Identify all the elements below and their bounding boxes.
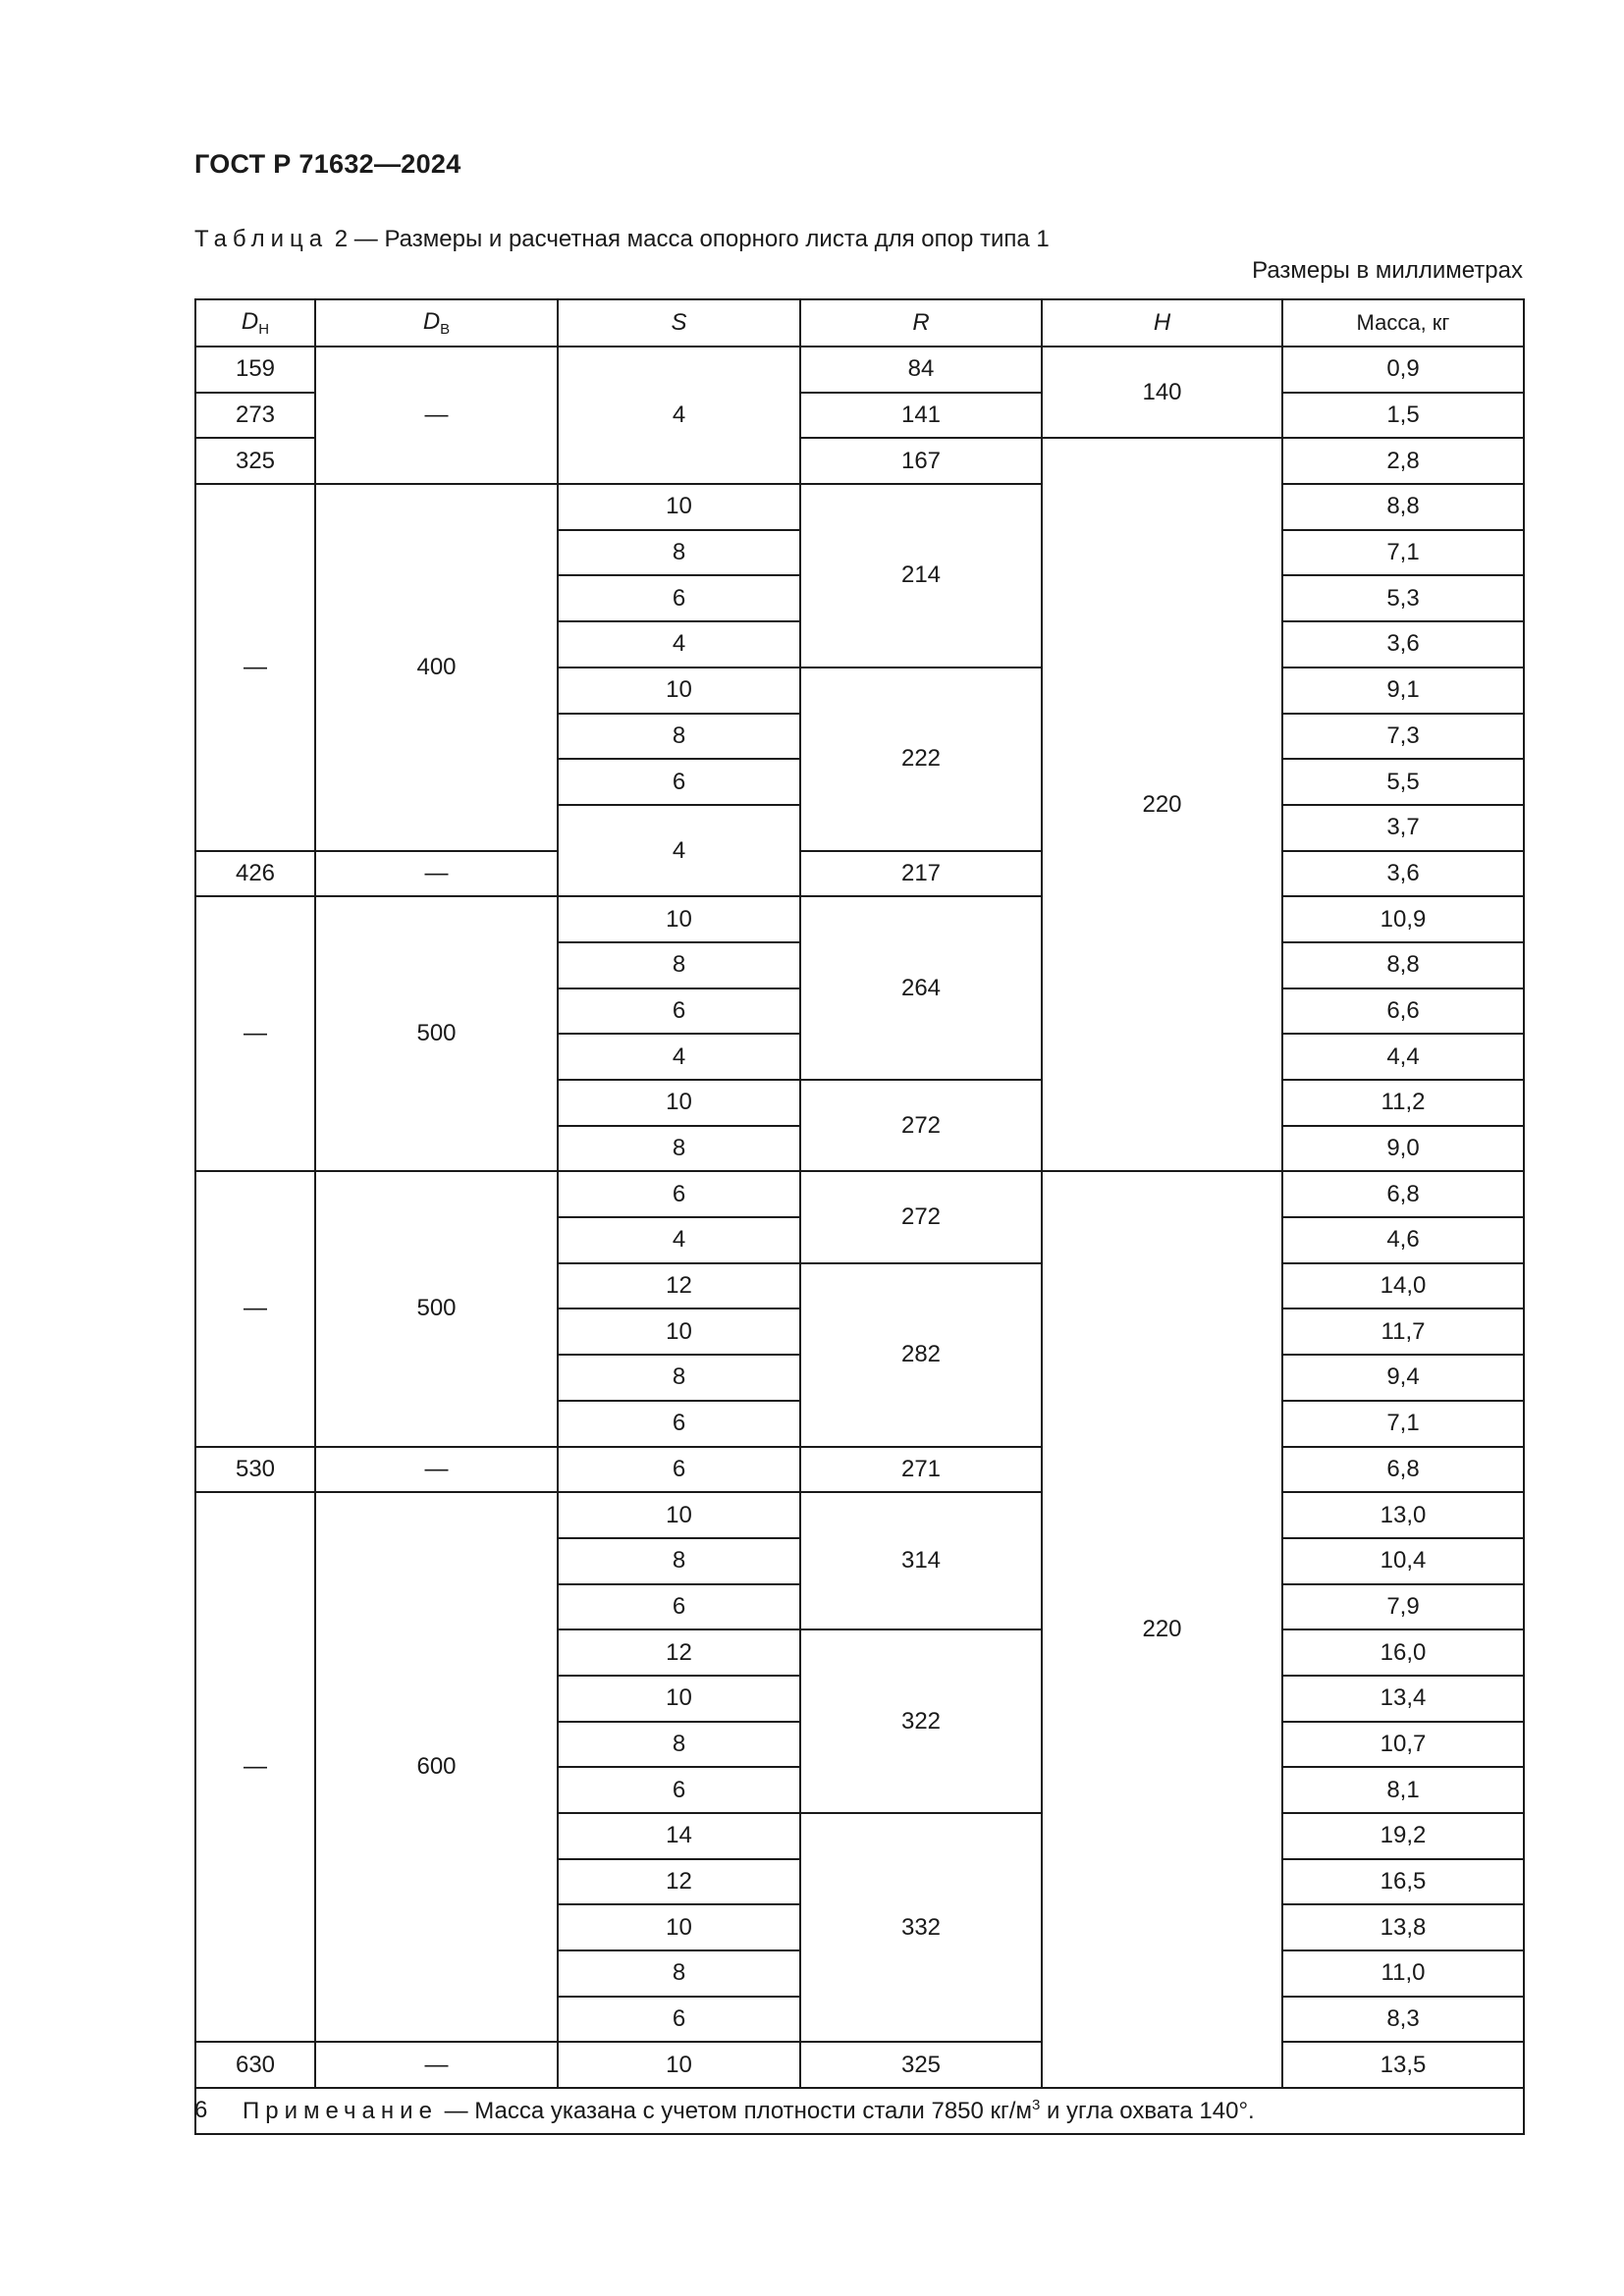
cell-mass: 3,6 — [1282, 851, 1524, 897]
cell-r: 272 — [800, 1080, 1042, 1171]
cell-r: 272 — [800, 1171, 1042, 1262]
cell-mass: 6,8 — [1282, 1447, 1524, 1493]
cell-s: 10 — [558, 1676, 800, 1722]
cell-dn: 426 — [195, 851, 315, 897]
cell-s: 8 — [558, 1126, 800, 1172]
cell-mass: 11,0 — [1282, 1950, 1524, 1997]
cell-dn: — — [195, 896, 315, 1171]
cell-dn: 630 — [195, 2042, 315, 2088]
page-number: 6 — [194, 2097, 208, 2123]
cell-r: 282 — [800, 1263, 1042, 1447]
cell-mass: 4,4 — [1282, 1034, 1524, 1080]
cell-s: 10 — [558, 2042, 800, 2088]
cell-s: 4 — [558, 1217, 800, 1263]
cell-dn: 273 — [195, 393, 315, 439]
cell-mass: 2,8 — [1282, 438, 1524, 484]
cell-r: 222 — [800, 667, 1042, 851]
cell-r: 322 — [800, 1629, 1042, 1813]
cell-s: 12 — [558, 1859, 800, 1905]
header-dv: $D_В$ — [315, 299, 558, 347]
cell-mass: 7,3 — [1282, 714, 1524, 760]
cell-h: 220 — [1042, 438, 1282, 1171]
cell-r: 271 — [800, 1447, 1042, 1493]
cell-r: 217 — [800, 851, 1042, 897]
cell-dv: — — [315, 2042, 558, 2088]
cell-s: 6 — [558, 1171, 800, 1217]
cell-mass: 7,1 — [1282, 530, 1524, 576]
table-caption-label: Таблица — [194, 226, 329, 252]
cell-dn: — — [195, 1492, 315, 2042]
cell-s: 4 — [558, 805, 800, 896]
table-row — [195, 851, 1524, 897]
cell-r: 264 — [800, 896, 1042, 1080]
cell-dv: 500 — [315, 1171, 558, 1446]
cell-mass: 16,0 — [1282, 1629, 1524, 1676]
cell-dn: — — [195, 1171, 315, 1446]
cell-dv: — — [315, 1447, 558, 1493]
cell-s: 10 — [558, 484, 800, 530]
cell-s: 8 — [558, 942, 800, 988]
cell-mass: 3,6 — [1282, 621, 1524, 667]
note-text-after: и угла охвата 140°. — [1040, 2098, 1255, 2125]
cell-s: 6 — [558, 1401, 800, 1447]
cell-mass: 9,1 — [1282, 667, 1524, 714]
cell-mass: 4,6 — [1282, 1217, 1524, 1263]
cell-s: 8 — [558, 1355, 800, 1401]
cell-mass: 8,1 — [1282, 1767, 1524, 1813]
cell-mass: 11,2 — [1282, 1080, 1524, 1126]
cell-s: 6 — [558, 1447, 800, 1493]
cell-dv: — — [315, 347, 558, 484]
cell-s: 4 — [558, 621, 800, 667]
cell-mass: 10,7 — [1282, 1722, 1524, 1768]
cell-h: 140 — [1042, 347, 1282, 438]
cell-r: 314 — [800, 1492, 1042, 1629]
cell-mass: 5,5 — [1282, 759, 1524, 805]
note-text-before: — Масса указана с учетом плотности стали 7850 кг/м — [437, 2098, 1032, 2125]
header-mass: Масса, кг — [1282, 299, 1524, 347]
cell-s: 6 — [558, 1767, 800, 1813]
table-header-row — [195, 299, 1524, 347]
cell-r: 141 — [800, 393, 1042, 439]
cell-s: 12 — [558, 1263, 800, 1309]
cell-s: 6 — [558, 1997, 800, 2043]
cell-mass: 19,2 — [1282, 1813, 1524, 1859]
cell-mass: 7,9 — [1282, 1584, 1524, 1630]
cell-dv: 400 — [315, 484, 558, 851]
table-row — [195, 896, 1524, 942]
cell-s: 10 — [558, 1904, 800, 1950]
cell-dn: 325 — [195, 438, 315, 484]
cell-h: 220 — [1042, 1171, 1282, 2088]
cell-mass: 9,0 — [1282, 1126, 1524, 1172]
cell-mass: 8,3 — [1282, 1997, 1524, 2043]
cell-s: 8 — [558, 1538, 800, 1584]
table-row — [195, 1447, 1524, 1493]
cell-mass: 10,9 — [1282, 896, 1524, 942]
cell-s: 10 — [558, 896, 800, 942]
table-caption-text: 2 — Размеры и расчетная масса опорного листа для опор типа 1 — [334, 226, 1050, 252]
cell-mass: 6,8 — [1282, 1171, 1524, 1217]
cell-mass: 1,5 — [1282, 393, 1524, 439]
cell-mass: 5,3 — [1282, 575, 1524, 621]
table-row — [195, 347, 1524, 393]
cell-mass: 13,0 — [1282, 1492, 1524, 1538]
header-h: H — [1042, 299, 1282, 347]
cell-dn: — — [195, 484, 315, 851]
cell-s: 8 — [558, 1722, 800, 1768]
cell-s: 14 — [558, 1813, 800, 1859]
dimensions-table — [194, 298, 1525, 2135]
cell-s: 8 — [558, 714, 800, 760]
cell-mass: 9,4 — [1282, 1355, 1524, 1401]
cell-r: 167 — [800, 438, 1042, 484]
document-code: ГОСТ Р 71632—2024 — [194, 149, 461, 179]
cell-s: 8 — [558, 1950, 800, 1997]
table-note — [195, 2088, 1524, 2134]
cell-mass: 13,4 — [1282, 1676, 1524, 1722]
cell-dn: 159 — [195, 347, 315, 393]
cell-s: 10 — [558, 667, 800, 714]
cell-mass: 0,9 — [1282, 347, 1524, 393]
header-r: R — [800, 299, 1042, 347]
cell-mass: 10,4 — [1282, 1538, 1524, 1584]
cell-s: 6 — [558, 988, 800, 1035]
cell-s: 10 — [558, 1308, 800, 1355]
cell-mass: 16,5 — [1282, 1859, 1524, 1905]
cell-r: 214 — [800, 484, 1042, 667]
header-s: S — [558, 299, 800, 347]
table-note-row — [195, 2088, 1524, 2134]
cell-mass: 8,8 — [1282, 484, 1524, 530]
cell-dn: 530 — [195, 1447, 315, 1493]
cell-s: 6 — [558, 759, 800, 805]
cell-mass: 14,0 — [1282, 1263, 1524, 1309]
table-row — [195, 1171, 1524, 1217]
header-dn: $D_Н$ — [195, 299, 315, 347]
note-superscript: 3 — [1031, 2097, 1041, 2114]
cell-s: 6 — [558, 575, 800, 621]
cell-s: 10 — [558, 1080, 800, 1126]
cell-r: 84 — [800, 347, 1042, 393]
cell-s: 4 — [558, 347, 800, 484]
cell-dv: — — [315, 851, 558, 897]
cell-mass: 8,8 — [1282, 942, 1524, 988]
cell-s: 12 — [558, 1629, 800, 1676]
cell-dv: 600 — [315, 1492, 558, 2042]
cell-s: 4 — [558, 1034, 800, 1080]
table-row — [195, 2042, 1524, 2088]
cell-s: 6 — [558, 1584, 800, 1630]
table-caption — [194, 226, 1050, 253]
cell-s: 8 — [558, 530, 800, 576]
cell-dv: 500 — [315, 896, 558, 1171]
table-row — [195, 1492, 1524, 1538]
cell-s: 10 — [558, 1492, 800, 1538]
note-label: Примечание — [243, 2098, 438, 2125]
cell-mass: 11,7 — [1282, 1308, 1524, 1355]
cell-mass: 3,7 — [1282, 805, 1524, 851]
table-row — [195, 484, 1524, 530]
cell-r: 332 — [800, 1813, 1042, 2042]
cell-mass: 13,5 — [1282, 2042, 1524, 2088]
cell-mass: 13,8 — [1282, 1904, 1524, 1950]
cell-mass: 6,6 — [1282, 988, 1524, 1035]
units-note: Размеры в миллиметрах — [1252, 257, 1523, 284]
cell-r: 325 — [800, 2042, 1042, 2088]
cell-mass: 7,1 — [1282, 1401, 1524, 1447]
